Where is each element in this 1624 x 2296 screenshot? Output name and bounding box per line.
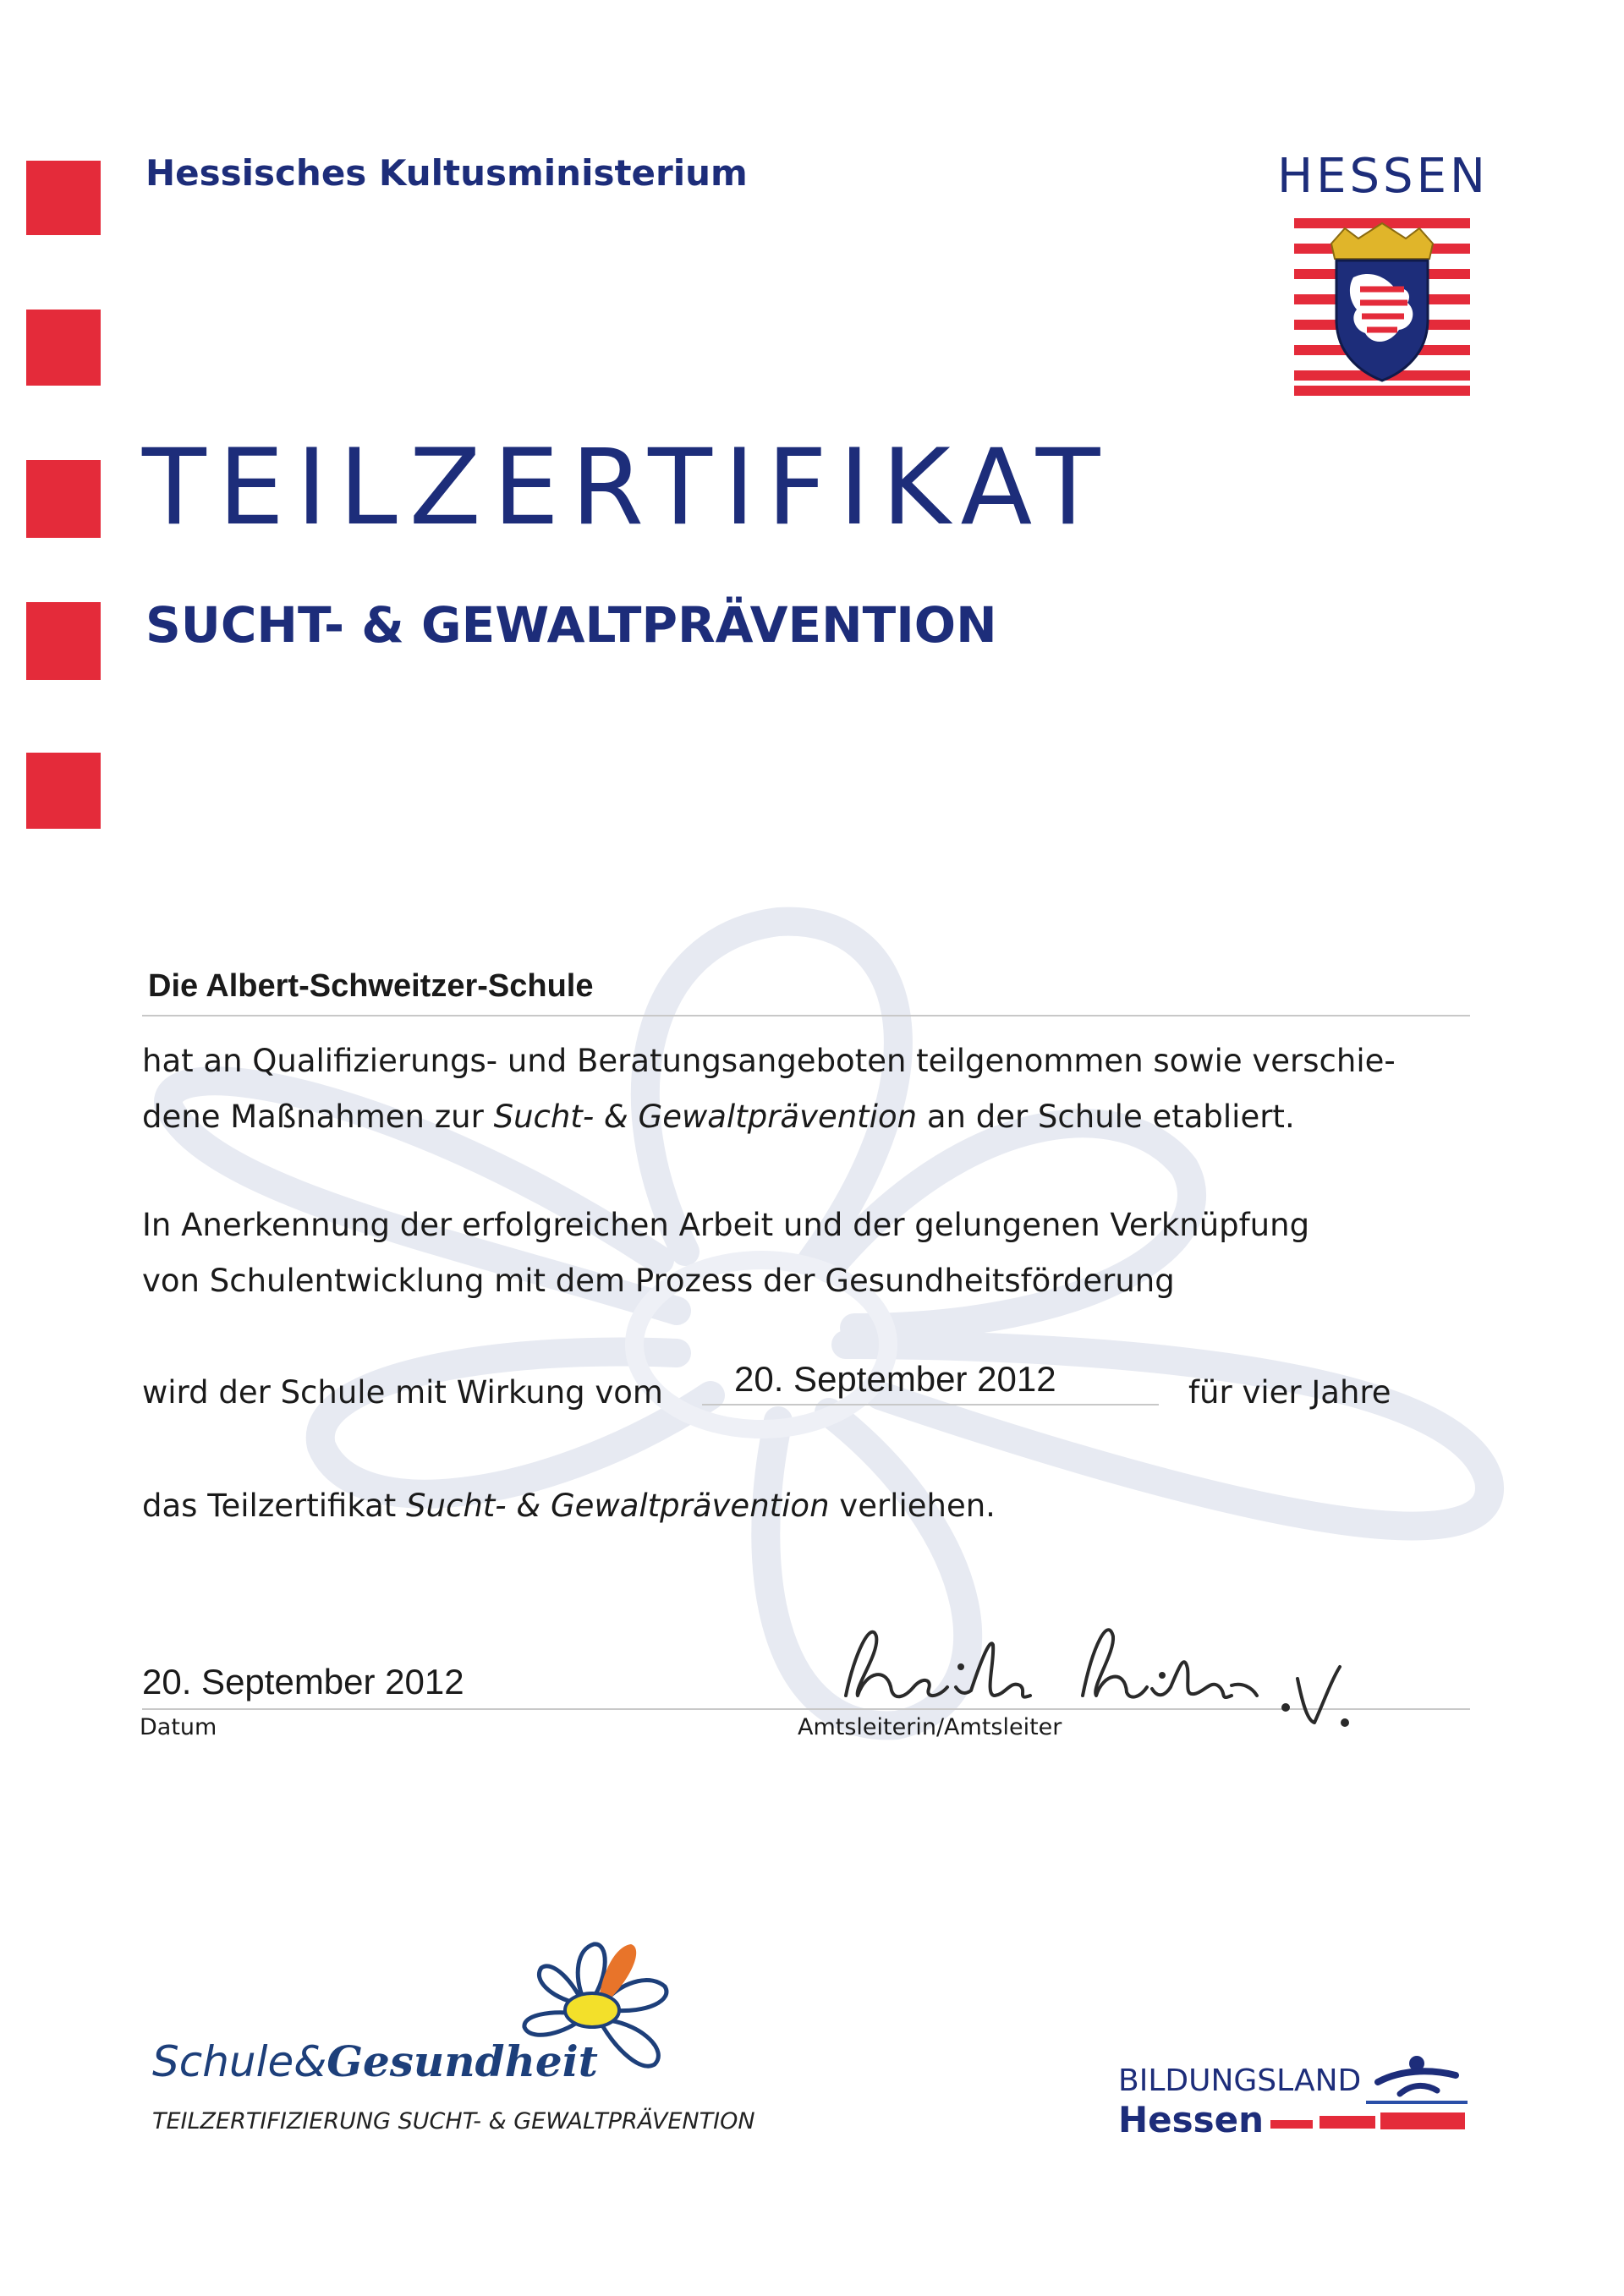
state-label: HESSEN [1277, 149, 1489, 204]
signer-label: Amtsleiterin/Amtsleiter [798, 1714, 1062, 1740]
date-label: Datum [140, 1714, 217, 1740]
school-name-rule [142, 1015, 1470, 1016]
effective-date: 20. September 2012 [734, 1359, 1056, 1399]
closing-text-b: verliehen. [829, 1488, 996, 1524]
paragraph-1-line-2 [142, 1089, 1295, 1145]
bildungsland-bar-3 [1380, 2112, 1465, 2129]
effective-date-rule [702, 1404, 1159, 1406]
school-name: Die Albert-Schweitzer-Schule [148, 968, 594, 1004]
decor-square-2 [26, 310, 101, 386]
logo-word-a: Schule& [152, 2037, 327, 2086]
handwritten-signature [829, 1619, 1370, 1746]
paragraph-1-line-1: hat an Qualifizierungs- und Beratungsangeboten teilgenommen sowie verschie- [142, 1043, 1396, 1079]
decor-square-1 [26, 161, 101, 235]
bildungsland-bar-2 [1320, 2116, 1375, 2129]
certificate-title: TEILZERTIFIKAT [142, 427, 1112, 549]
paragraph-1-text-b: an der Schule etabliert. [917, 1099, 1295, 1135]
decor-square-3 [26, 460, 101, 538]
paragraph-2-line-2: von Schulentwicklung mit dem Prozess der Gesundheitsförderung [142, 1263, 1175, 1299]
ministry-name: Hessisches Kultusministerium [145, 152, 748, 194]
bildungsland-line-1: BILDUNGSLAND [1118, 2063, 1362, 2098]
schule-gesundheit-logo-text [152, 2036, 598, 2086]
paragraph-1-emphasis: Sucht- & Gewaltprävention [493, 1099, 918, 1135]
logo-subline: TEILZERTIFIZIERUNG SUCHT- & GEWALTPRÄVENTION [152, 2108, 755, 2134]
closing-emphasis: Sucht- & Gewaltprävention [406, 1488, 830, 1524]
closing-line [142, 1478, 996, 1534]
effective-suffix: für vier Jahre [1188, 1374, 1391, 1411]
decor-square-4 [26, 602, 101, 680]
effective-prefix: wird der Schule mit Wirkung vom [142, 1374, 663, 1411]
logo-word-b: Gesundheit [326, 2036, 598, 2086]
certificate-subtitle: SUCHT- & GEWALTPRÄVENTION [145, 596, 997, 654]
decor-square-5 [26, 753, 101, 829]
svg-text:heide heiss i.V.: heide heiss i.V. [829, 1744, 842, 1745]
bildungsland-line-2: Hessen [1118, 2099, 1265, 2140]
paragraph-2-line-1: In Anerkennung der erfolgreichen Arbeit und der gelungenen Verknüpfung [142, 1207, 1310, 1243]
signature-date: 20. September 2012 [142, 1662, 464, 1701]
bildungsland-bar-1 [1270, 2120, 1313, 2129]
closing-text-a: das Teilzertifikat [142, 1488, 407, 1524]
paragraph-1-text-a: dene Maßnahmen zur [142, 1099, 494, 1135]
hessen-coat-of-arms-icon [1294, 218, 1470, 396]
